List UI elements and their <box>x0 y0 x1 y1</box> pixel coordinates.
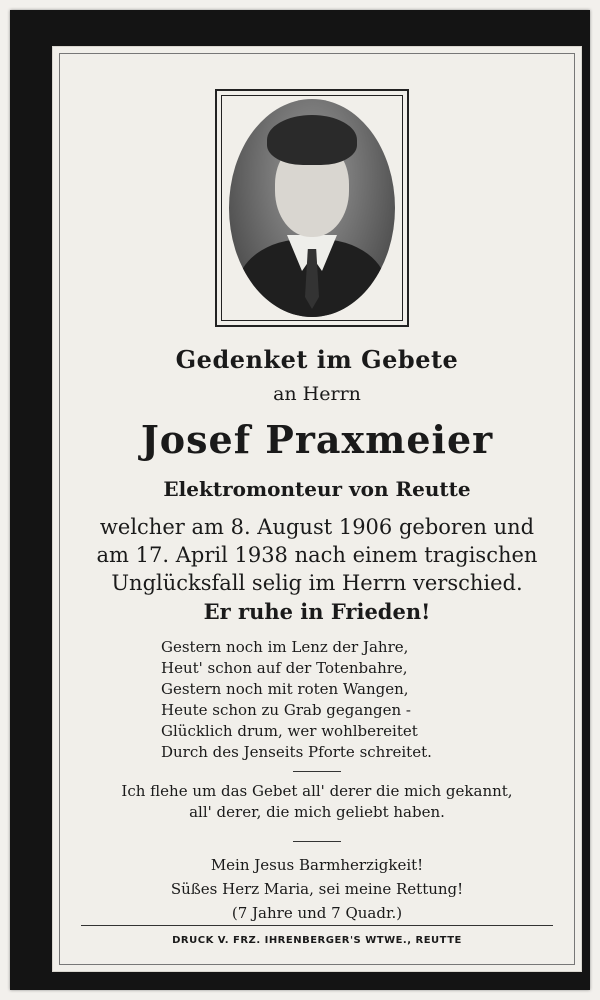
poem <box>161 637 491 763</box>
prayer-plea <box>53 781 581 823</box>
closing-prayer <box>53 853 581 925</box>
poem-line: Heut' schon auf der Totenbahre, <box>161 659 408 677</box>
plea-line: all' derer, die mich geliebt haben. <box>189 803 445 821</box>
plea-line: Ich flehe um das Gebet all' derer die mich gekannt, <box>121 782 513 800</box>
photo-frame <box>215 89 409 327</box>
card-inner-panel <box>52 46 582 972</box>
divider <box>293 841 341 842</box>
name-prefix: an Herrn <box>273 383 361 405</box>
prayer-line: Mein Jesus Barmherzigkeit! <box>210 856 424 874</box>
biography <box>53 513 581 597</box>
rest-in-peace: Er ruhe in Frieden! <box>203 599 431 624</box>
bottom-rule <box>81 925 553 926</box>
bio-line: am 17. April 1938 nach einem tragischen <box>96 543 538 567</box>
prayer-line: Süßes Herz Maria, sei meine Rettung! <box>170 880 464 898</box>
bio-line: Unglücksfall selig im Herrn verschied. <box>111 571 523 595</box>
prayer-line: (7 Jahre und 7 Quadr.) <box>231 904 403 922</box>
poem-line: Glücklich drum, wer wohlbereitet <box>161 722 418 740</box>
occupation: Elektromonteur von Reutte <box>163 477 471 501</box>
heading: Gedenket im Gebete <box>175 345 459 374</box>
portrait-hair <box>267 115 357 165</box>
printer-credit: DRUCK V. FRZ. IHRENBERGER'S WTWE., REUTTE <box>172 935 462 946</box>
deceased-name: Josef Praxmeier <box>140 417 494 462</box>
poem-line: Gestern noch im Lenz der Jahre, <box>161 638 409 656</box>
poem-line: Durch des Jenseits Pforte schreitet. <box>161 743 432 761</box>
divider <box>293 771 341 772</box>
poem-line: Heute schon zu Grab gegangen - <box>161 701 411 719</box>
portrait-photo <box>229 99 395 317</box>
bio-line: welcher am 8. August 1906 geboren und <box>99 515 535 539</box>
poem-line: Gestern noch mit roten Wangen, <box>161 680 409 698</box>
memorial-card <box>10 10 590 990</box>
